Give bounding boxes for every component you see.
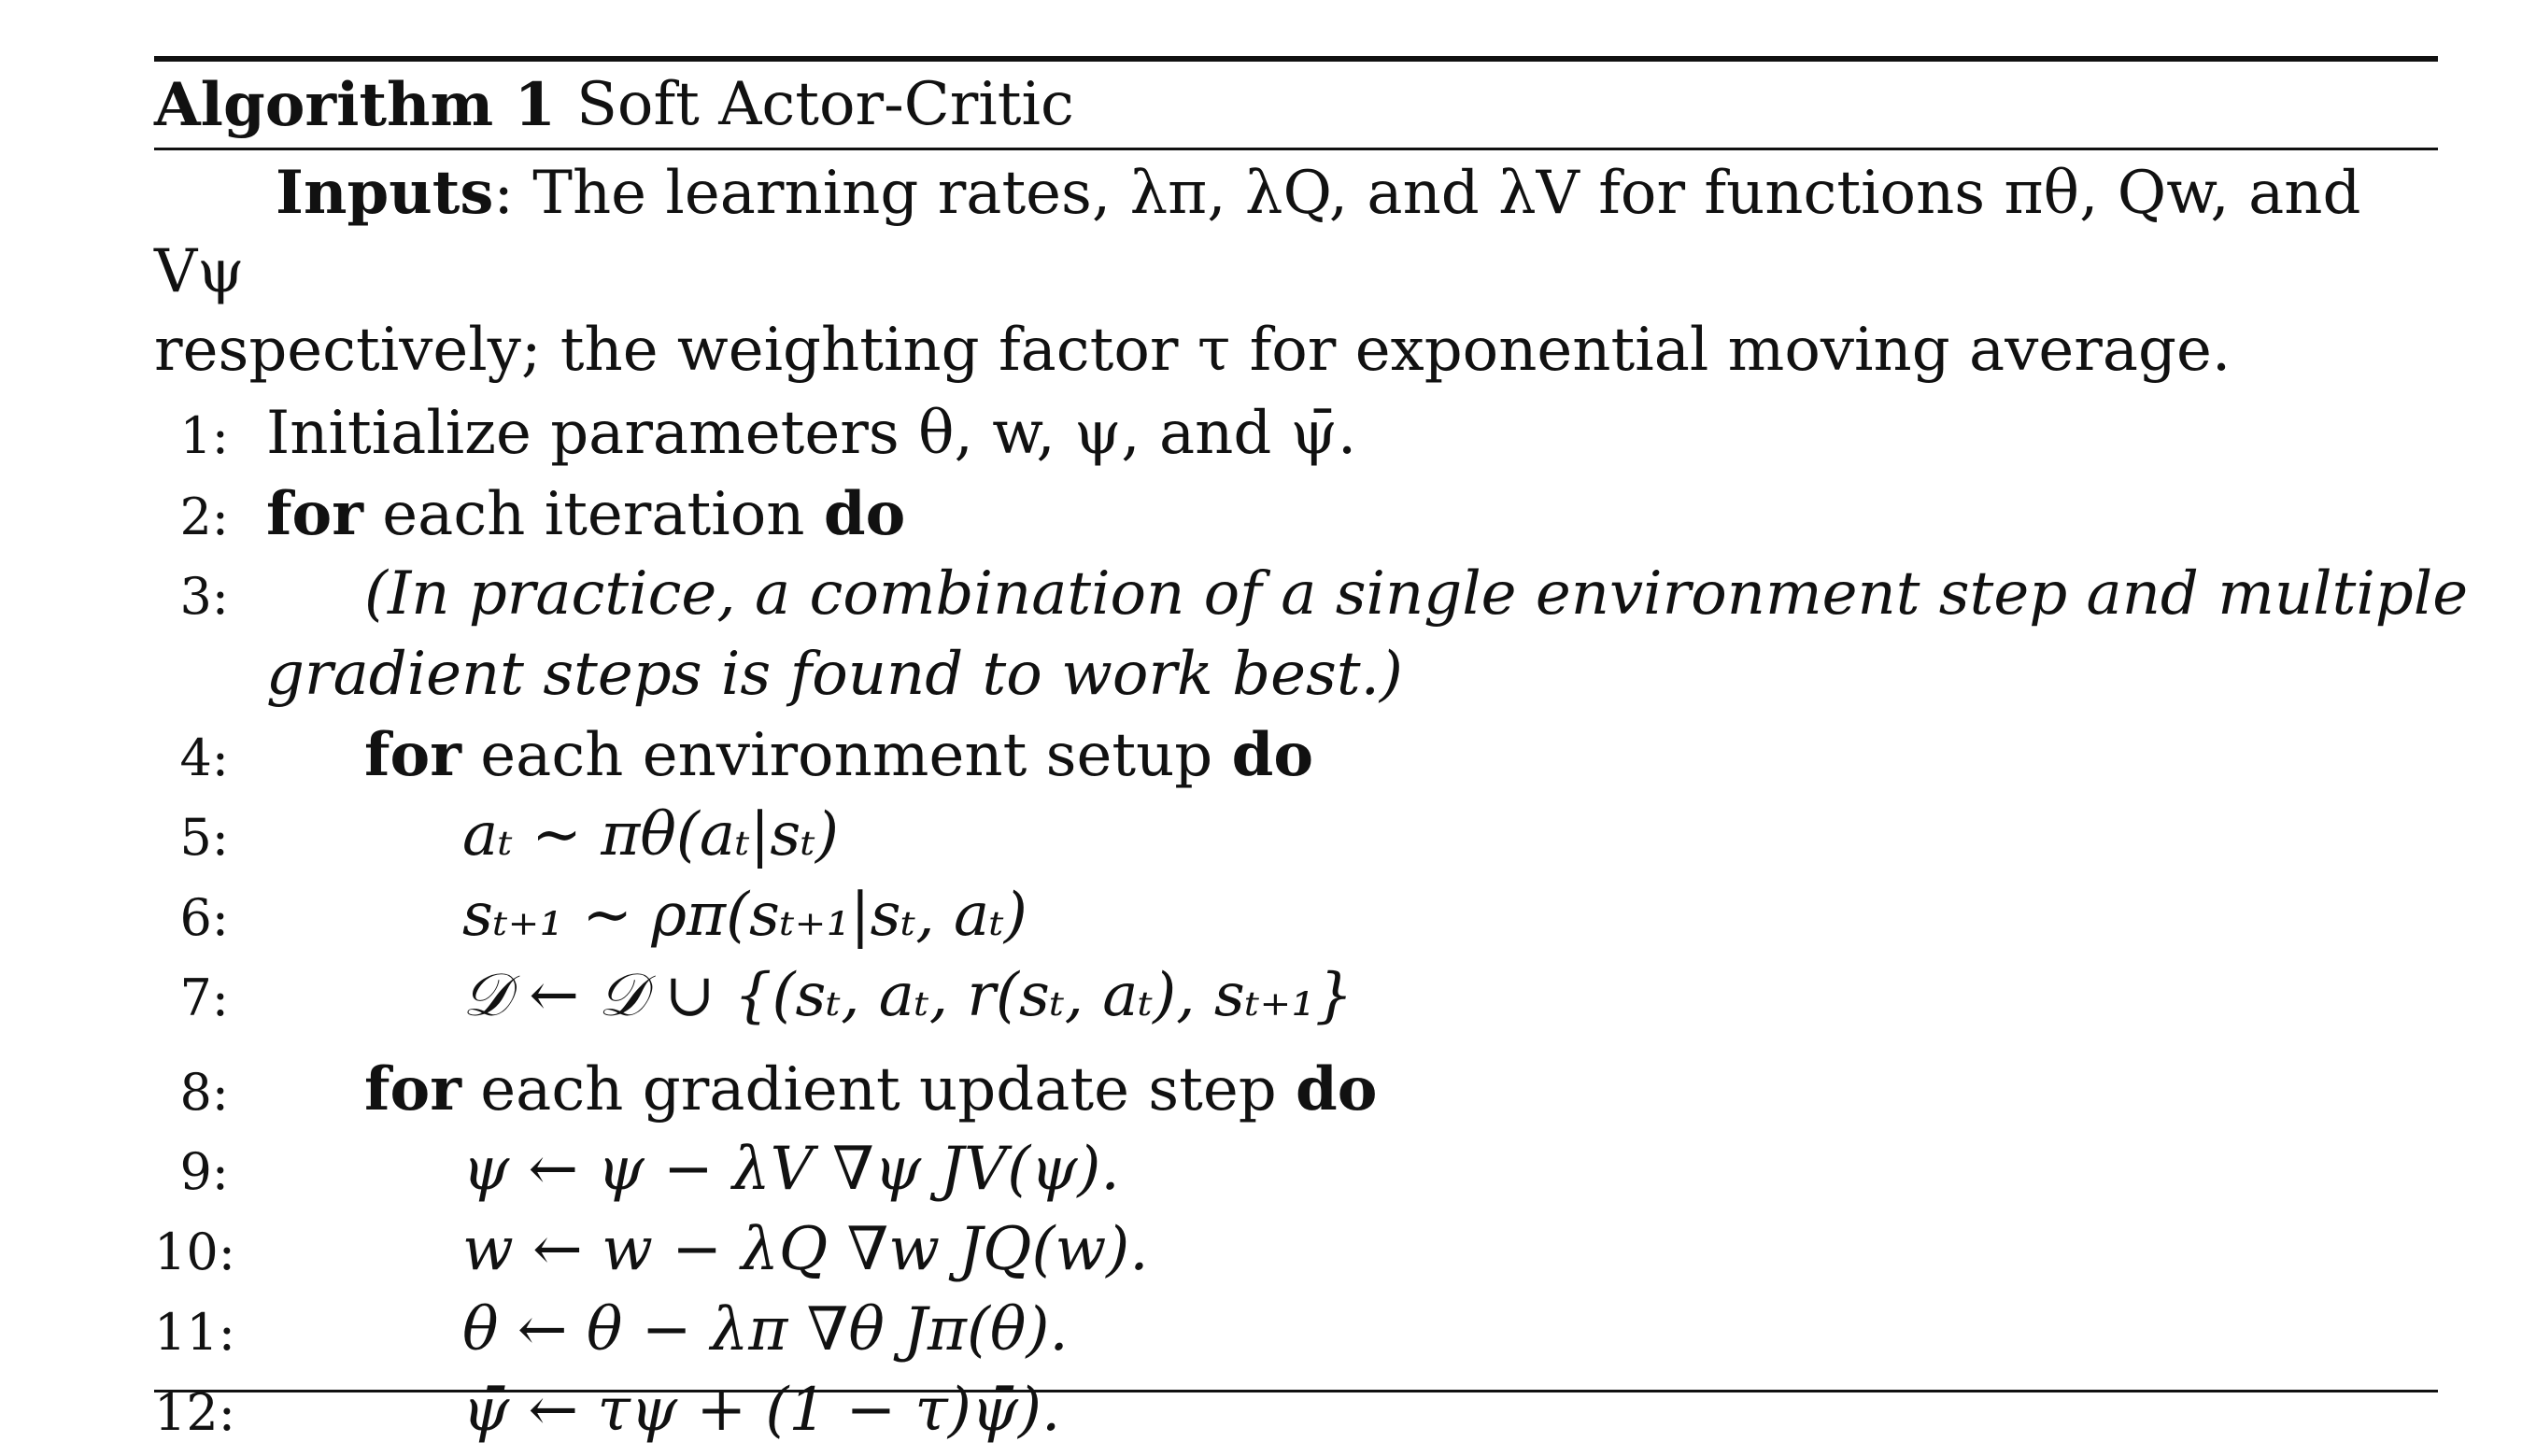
line-number: 1: [179, 406, 229, 465]
line-math: θ ← θ − λπ ∇θ Jπ(θ). [462, 1295, 1069, 1364]
line-number: 10: [154, 1223, 235, 1281]
algorithm-line-11 [154, 1295, 2438, 1376]
algorithm-line-2 [154, 479, 2438, 559]
inputs-label: Inputs [276, 158, 494, 228]
line-gap [154, 1041, 2438, 1054]
line-number: 11: [154, 1303, 235, 1362]
line-number: 8: [179, 1063, 229, 1122]
line-math: ψ̄ ← τψ + (1 − τ)ψ̄). [462, 1376, 1061, 1445]
line-number: 9: [179, 1142, 229, 1201]
algorithm-line-9 [154, 1135, 2438, 1215]
algorithm-box [154, 56, 2469, 1456]
algorithm-line-1 [154, 399, 2438, 479]
inputs-text-line1: : The learning rates, λπ, λQ, and λV for functions πθ, Qw, and Vψ [154, 159, 2361, 306]
keyword-for: for [364, 1054, 461, 1124]
line-math: sₜ₊₁ ∼ ρπ(sₜ₊₁|sₜ, aₜ) [462, 881, 1027, 950]
inputs-paragraph [154, 154, 2438, 389]
line-number: 2: [179, 488, 229, 546]
algorithm-line-4 [154, 720, 2438, 800]
algorithm-line-5 [154, 800, 2438, 881]
line-body [266, 1054, 1377, 1124]
keyword-do: do [1296, 1054, 1378, 1124]
algorithm-caption [154, 62, 2438, 148]
line-number: 7: [179, 968, 229, 1027]
line-math: w ← w − λQ ∇w JQ(w). [462, 1215, 1149, 1284]
algorithm-line-3 [154, 559, 2469, 640]
line-math: 𝒟 ← 𝒟 ∪ {(sₜ, aₜ, r(sₜ, aₜ), sₜ₊₁} [462, 961, 1353, 1030]
algorithm-line-8 [154, 1054, 2438, 1135]
algorithm-line-12 [154, 1376, 2438, 1456]
line-text: each gradient update step [460, 1055, 1296, 1124]
line-math: ψ ← ψ − λV ∇ψ JV(ψ). [462, 1135, 1120, 1204]
line-number: 5: [179, 808, 229, 867]
line-number: 12: [154, 1383, 235, 1442]
line-text: each iteration [362, 480, 824, 549]
caption-rule [154, 148, 2438, 150]
line-text: each environment setup [460, 721, 1232, 790]
algorithm-label: Algorithm 1 [154, 69, 557, 140]
keyword-for: for [266, 479, 363, 549]
keyword-do: do [823, 479, 906, 549]
algorithm-title: Soft Actor-Critic [576, 70, 1074, 139]
line-number: 4: [179, 728, 229, 787]
line-number: 6: [179, 888, 229, 947]
line-number: 3: [179, 567, 229, 626]
keyword-for: for [364, 720, 461, 790]
line-body [266, 479, 905, 549]
line-text: Initialize parameters θ, w, ψ, and ψ̄. [266, 399, 1357, 468]
line-comment: (In practice, a combination of a single environment step and multiple [364, 559, 2469, 629]
line-body [266, 720, 1313, 790]
bottom-rule [154, 1390, 2438, 1392]
algorithm-lines [154, 399, 2469, 1456]
algorithm-line-7 [154, 961, 2438, 1041]
algorithm-line-10 [154, 1215, 2438, 1295]
algorithm-line-3-continuation [154, 640, 2438, 720]
inputs-text-line2: respectively; the weighting factor τ for exponential moving average. [154, 316, 2232, 385]
algorithm-line-6 [154, 881, 2438, 961]
line-math: aₜ ∼ πθ(aₜ|sₜ) [462, 800, 839, 869]
line-comment-continuation: gradient steps is found to work best.) [266, 640, 1403, 709]
keyword-do: do [1231, 720, 1314, 790]
